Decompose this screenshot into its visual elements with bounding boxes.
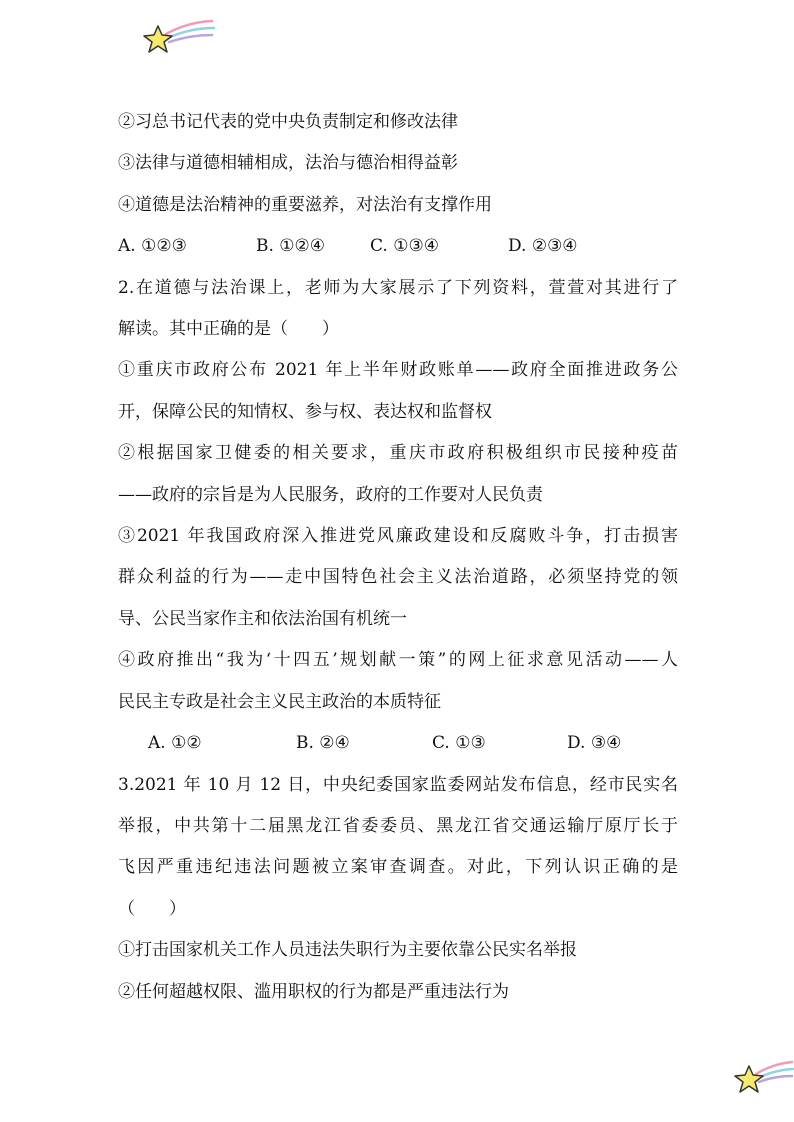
q2-statement-4-line-1: ④政府推出“我为‘十四五’规划献一策”的网上征求意见活动——人: [118, 650, 678, 671]
q2-statement-3-line-1: ③2021 年我国政府深入推进党风廉政建设和反腐败斗争，打击损害: [118, 526, 678, 547]
q2-statement-4-line-2: 民民主专政是社会主义民主政治的本质特征: [118, 691, 441, 712]
q1-statement-3: ③法律与道德相辅相成，法治与德治相得益彰: [118, 153, 458, 174]
q2-option-a: A. ①②: [148, 733, 202, 754]
document-body: [118, 102, 678, 1013]
q2-statement-2-line-2: ——政府的宗旨是为人民服务，政府的工作要对人民负责: [118, 484, 543, 505]
q3-stem-line-1: 3.2021 年 10 月 12 日，中央纪委国家监委网站发布信息，经市民实名: [118, 774, 678, 795]
q3-statement-2: ②任何超越权限、滥用职权的行为都是严重违法行为: [118, 981, 509, 1002]
q1-option-a: A. ①②③: [118, 236, 187, 257]
shooting-star-icon: [142, 18, 216, 58]
q2-option-d: D. ③④: [567, 733, 622, 754]
q2-statement-1-line-2: 开，保障公民的知情权、参与权、表达权和监督权: [118, 401, 492, 422]
q2-stem-line-2: 解读。其中正确的是（ ）: [118, 319, 339, 340]
q1-statement-4: ④道德是法治精神的重要滋养，对法治有支撑作用: [118, 194, 492, 215]
q1-option-c: C. ①③④: [370, 236, 439, 257]
q2-option-b: B. ②④: [296, 733, 350, 754]
q2-answer-options: [118, 723, 678, 764]
q1-option-b: B. ①②④: [256, 236, 326, 257]
q2-statement-2-line-1: ②根据国家卫健委的相关要求，重庆市政府积极组织市民接种疫苗: [118, 443, 678, 464]
q3-stem-line-3: 飞因严重违纪违法问题被立案审查调查。对此，下列认识正确的是: [118, 857, 678, 878]
q3-stem-line-4: （ ）: [118, 898, 186, 919]
shooting-star-icon: [734, 1058, 794, 1098]
q3-stem-line-2: 举报，中共第十二届黑龙江省委委员、黑龙江省交通运输厅原厅长于: [118, 815, 678, 836]
q1-answer-options: [118, 226, 678, 267]
q2-option-c: C. ①③: [432, 733, 486, 754]
q3-statement-1: ①打击国家机关工作人员违法失职行为主要依靠公民实名举报: [118, 940, 577, 961]
q2-stem-line-1: 2.在道德与法治课上，老师为大家展示了下列资料，萱萱对其进行了: [118, 277, 678, 298]
q2-statement-3-line-3: 导、公民当家作主和依法治国有机统一: [118, 608, 407, 629]
q2-statement-1-line-1: ①重庆市政府公布 2021 年上半年财政账单——政府全面推进政务公: [118, 360, 678, 381]
q1-option-d: D. ②③④: [508, 236, 578, 257]
q1-statement-2: ②习总书记代表的党中央负责制定和修改法律: [118, 112, 458, 132]
q2-statement-3-line-2: 群众利益的行为——走中国特色社会主义法治道路，必须坚持党的领: [118, 567, 678, 588]
